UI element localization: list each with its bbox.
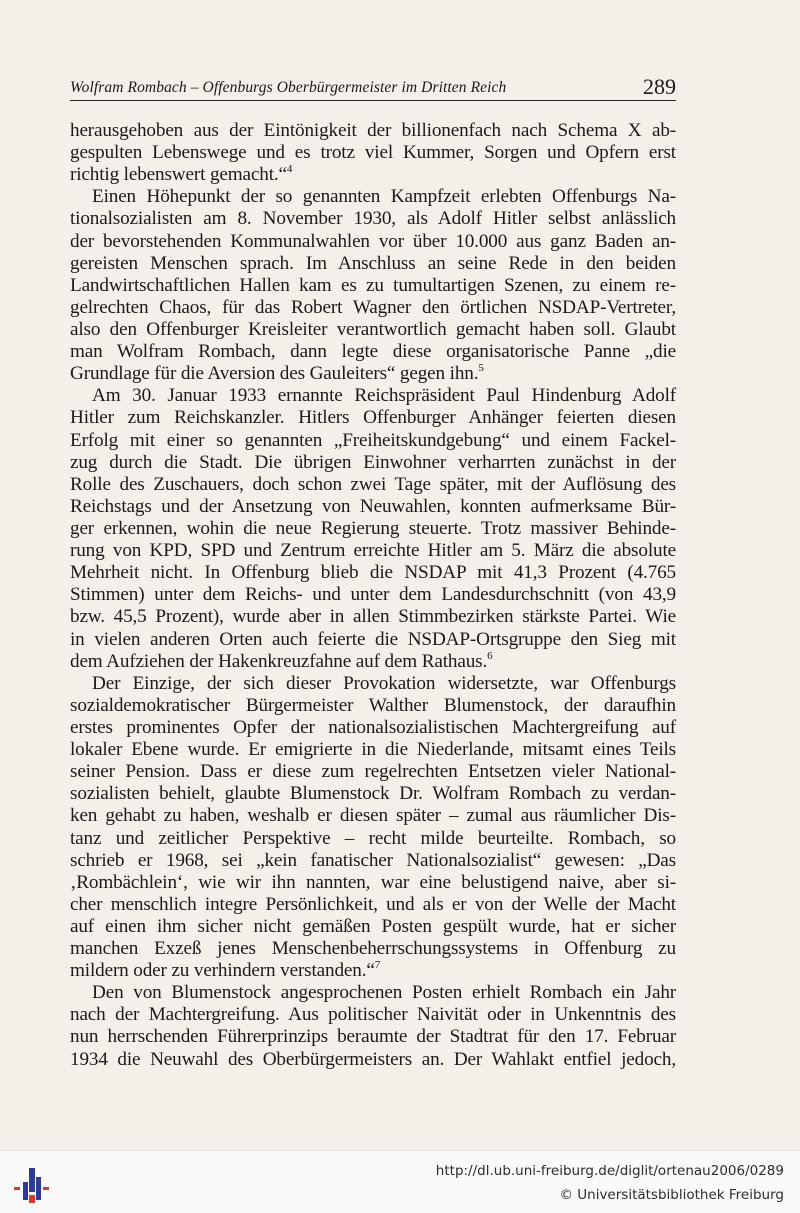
text-line (70, 518, 676, 540)
text-line-content: nun herrschenden Führerprinzips beraumte der Stadtrat für den 17. Februar (70, 1026, 676, 1048)
text-line-content: Grundlage für die Aversion des Gauleiters“ gegen ihn. (70, 363, 479, 385)
text-line (70, 341, 676, 363)
text-line (70, 363, 676, 385)
text-line-content: lokaler Ebene wurde. Er emigrierte in die Niederlande, mitsamt eines Teils (70, 739, 676, 761)
text-line (70, 761, 676, 783)
text-line (70, 828, 676, 850)
text-line (70, 540, 676, 562)
page-number: 289 (643, 74, 676, 99)
text-line (70, 695, 676, 717)
text-line-content: in vielen anderen Orten auch feierte die NSDAP-Ortsgruppe den Sieg mit (70, 628, 676, 650)
text-line-content: Landwirtschaftlichen Hallen kam es zu tumultartigen Szenen, zu einem re- (70, 274, 676, 296)
text-line-content: Am 30. Januar 1933 ernannte Reichspräsident Paul Hindenburg Adolf (92, 385, 676, 407)
text-line-content: gereisten Menschen sprach. Im Anschluss an seine Rede in den beiden (70, 252, 676, 274)
text-line-content: sozialisten behielt, glaubte Blumenstock Dr. Wolfram Rombach zu verdan- (70, 783, 676, 805)
footnote-marker[interactable]: 7 (374, 959, 381, 972)
footnote-marker[interactable]: 5 (478, 362, 484, 375)
text-line-content: herausgehoben aus der Eintönigkeit der billionenfach nach Schema X ab- (70, 120, 676, 141)
text-line-content: Mehrheit nicht. In Offenburg blieb die NSDAP mit 41,3 Prozent (4.765 (70, 562, 676, 584)
text-line (70, 142, 676, 164)
text-line (70, 938, 676, 960)
text-line (70, 739, 676, 761)
text-line-content: bzw. 45,5 Prozent), wurde aber in allen Stimmbezirken stärkste Partei. Wie (70, 606, 676, 628)
text-line-content: ken gehabt zu haben, weshalb er diesen später – zumal aus räumlicher Dis- (70, 805, 676, 827)
text-line-content: mildern oder zu verhindern verstanden.“ (70, 960, 375, 982)
viewer-footer (0, 1150, 800, 1213)
text-line (70, 385, 676, 407)
text-line-content: Einen Höhepunkt der so genannten Kampfzeit erlebten Offenburgs Na- (92, 186, 676, 208)
text-line (70, 452, 676, 474)
text-line (70, 253, 676, 275)
text-line (70, 1004, 676, 1026)
text-line (70, 916, 676, 938)
text-line-content: erstes prominentes Opfer der nationalsozialistischen Machtergreifung auf (70, 716, 676, 738)
text-line-content: also den Offenburger Kreisleiter verantwortlich gemacht haben soll. Glaubt (70, 318, 676, 340)
text-line (70, 783, 676, 805)
text-line-content: richtig lebenswert gemacht.“ (70, 164, 287, 186)
text-line (70, 894, 676, 916)
text-line (70, 319, 676, 341)
text-line-content: schrieb er 1968, sei „kein fanatischer Nationalsozialist“ gewesen: „Das (70, 849, 676, 871)
text-line-content: nach der Machtergreifung. Aus politischer Naivität oder in Unkenntnis des (70, 1004, 676, 1026)
text-line (70, 982, 676, 1004)
running-title: Wolfram Rombach – Offenburgs Oberbürgermeister im Dritten Reich (70, 79, 507, 96)
body-text (70, 120, 676, 1071)
text-line (70, 496, 676, 518)
text-line-content: Erfolg mit einer so genannten „Freiheitskundgebung“ und einem Fackel- (70, 429, 676, 451)
footnote-marker[interactable]: 6 (487, 649, 493, 662)
text-line (70, 850, 676, 872)
text-line-content: 1934 die Neuwahl des Oberbürgermeisters an. Der Wahlakt entfiel jedoch, (70, 1048, 676, 1070)
text-line (70, 673, 676, 695)
running-header (70, 76, 676, 101)
text-line-content: tionalsozialisten am 8. November 1930, als Adolf Hitler selbst anlässlich (70, 208, 676, 230)
text-line (70, 606, 676, 628)
text-line (70, 960, 676, 982)
text-line-content: gelrechten Chaos, für das Robert Wagner den örtlichen NSDAP-Vertreter, (70, 296, 676, 318)
text-line (70, 407, 676, 429)
text-line (70, 1026, 676, 1048)
text-line (70, 186, 676, 208)
text-line-content: sozialdemokratischer Bürgermeister Walther Blumenstock, der daraufhin (70, 694, 676, 716)
text-line-content: Reichstags und der Ansetzung von Neuwahlen, konnten aufmerksame Bür- (70, 495, 676, 517)
text-line-content: manchen Exzeß jenes Menschenbeherrschungssystems in Offenburg zu (70, 938, 676, 960)
text-line (70, 297, 676, 319)
text-line (70, 120, 676, 142)
text-line-content: Stimmen) unter dem Reichs- und unter dem Landesdurchschnitt (von 43,9 (70, 584, 676, 606)
text-line (70, 872, 676, 894)
footnote-marker[interactable]: 4 (286, 163, 293, 176)
text-line (70, 717, 676, 739)
text-line (70, 164, 676, 186)
text-line-content: Hitler zum Reichskanzler. Hitlers Offenburger Anhänger feierten diesen (70, 407, 676, 429)
text-line (70, 651, 676, 673)
text-line-content: seiner Pension. Dass er diese zum regelrechten Entsetzen vieler National- (70, 761, 676, 783)
text-line (70, 1049, 676, 1071)
text-line-content: cher menschlich integre Persönlichkeit, und als er von der Welle der Macht (70, 893, 676, 915)
text-line (70, 231, 676, 253)
text-line (70, 584, 676, 606)
text-line (70, 562, 676, 584)
text-line-content: gespulten Lebenswege und es trotz viel Kummer, Sorgen und Opfern erst (70, 142, 676, 164)
text-line-content: Rolle des Zuschauers, doch schon zwei Tage später, mit der Auflösung des (70, 473, 676, 495)
text-line (70, 430, 676, 452)
text-line-content: zug durch die Stadt. Die übrigen Einwohner verharrten zunächst in der (70, 451, 676, 473)
text-line-content: man Wolfram Rombach, dann legte diese organisatorische Panne „die (70, 341, 676, 363)
text-line (70, 805, 676, 827)
text-line (70, 629, 676, 651)
text-line (70, 208, 676, 230)
text-line-content: auf einen ihm sicher nicht gemäßen Posten gespült wurde, hat er sicher (70, 915, 676, 937)
text-line-content: dem Aufziehen der Hakenkreuzfahne auf dem Rathaus. (70, 650, 488, 672)
text-line-content: rung von KPD, SPD und Zentrum erreichte Hitler am 5. März die absolute (70, 540, 676, 562)
text-line-content: tanz und zeitlicher Perspektive – recht milde beurteilte. Rombach, so (70, 827, 676, 849)
text-line-content: ger erkennen, wohin die neue Regierung steuerte. Trotz massiver Behinde- (70, 517, 676, 539)
text-line (70, 474, 676, 496)
text-line-content: ‚Rombächlein‘, wie wir ihn nannten, war eine belustigend naive, aber si- (70, 871, 676, 893)
ub-freiburg-logo-icon[interactable] (12, 1165, 52, 1205)
text-line-content: der bevorstehenden Kommunalwahlen vor über 10.000 aus ganz Baden an- (70, 230, 676, 252)
text-line-content: Der Einzige, der sich dieser Provokation widersetzte, war Offenburgs (92, 672, 676, 694)
source-url-link[interactable]: http://dl.ub.uni-freiburg.de/diglit/ortenau2006/0289 (435, 1163, 784, 1179)
text-line-content: Den von Blumenstock angesprochenen Posten erhielt Rombach ein Jahr (92, 982, 676, 1004)
text-line (70, 275, 676, 297)
copyright-notice: © Universitätsbibliothek Freiburg (559, 1187, 784, 1203)
